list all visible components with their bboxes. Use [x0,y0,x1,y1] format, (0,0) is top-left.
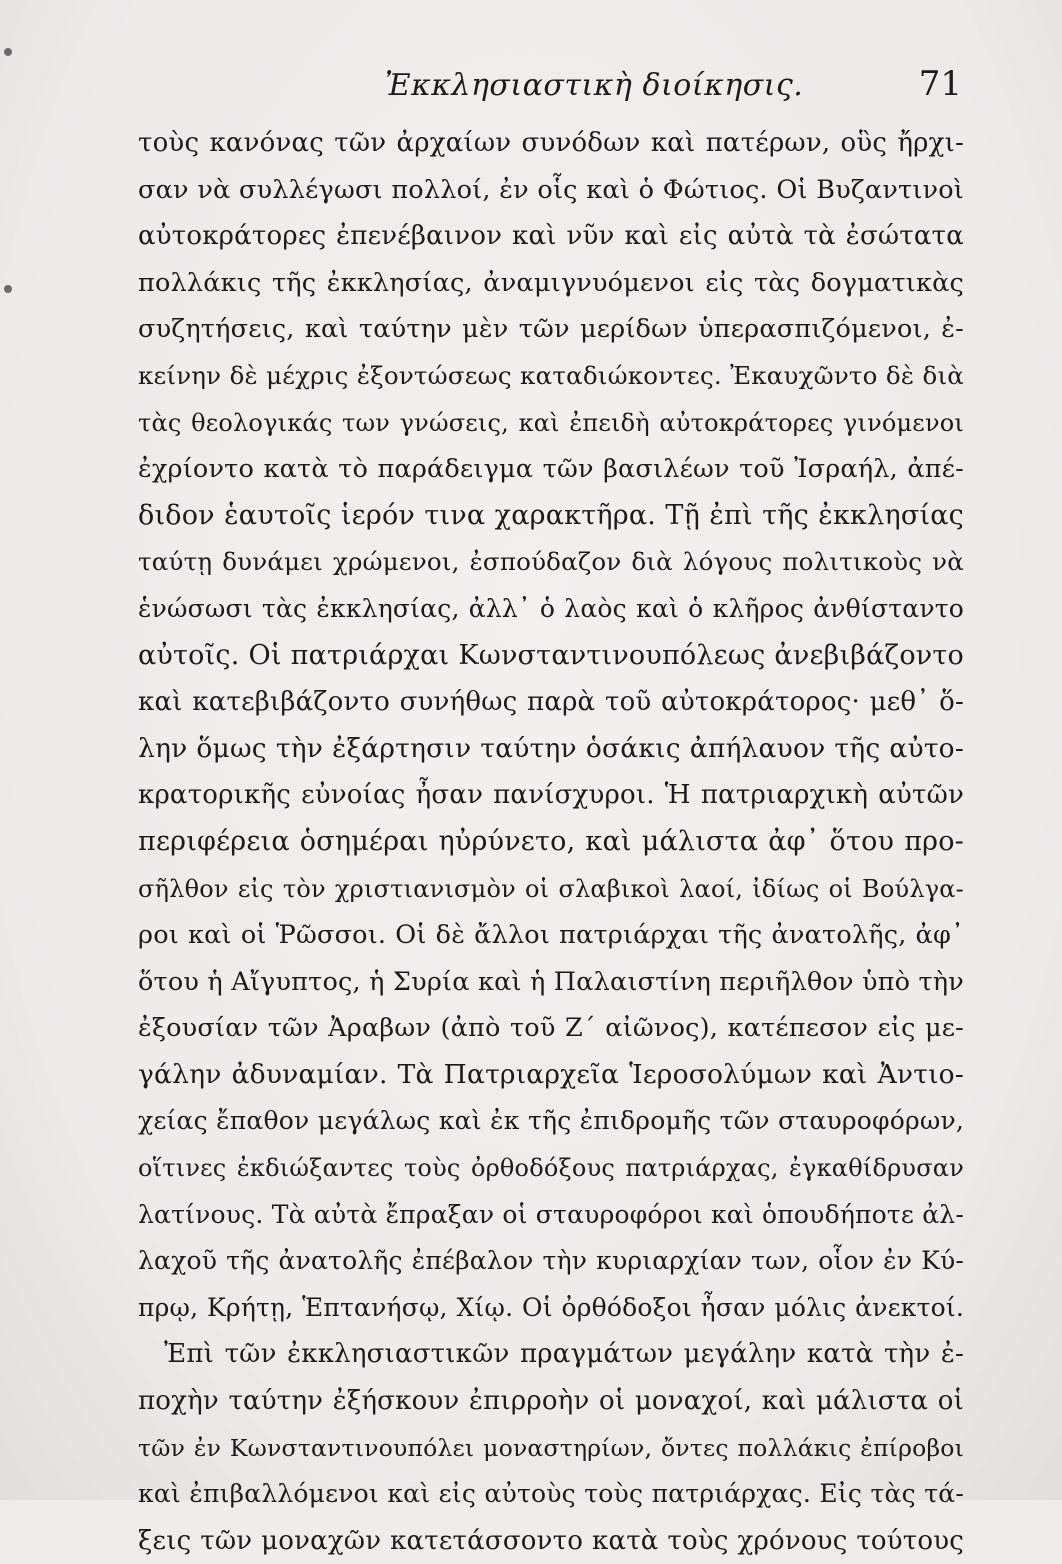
text-line: σῆλθον εἰς τὸν χριστιανισμὸν οἱ σλαβικοὶ λαοί, ἰδίως οἱ Βούλγα- [138,874,964,903]
text-line: καὶ κατεβιβάζοντο συνήθως παρὰ τοῦ αὐτοκράτορος· μεθ᾽ ὅ- [138,687,964,718]
text-line: ποχὴν ταύτην ἐξήσκουν ἐπιρροὴν οἱ μοναχοί, καὶ μάλιστα οἱ [138,1386,964,1417]
text-line: ἐχρίοντο κατὰ τὸ παράδειγμα τῶν βασιλέων τοῦ Ἰσραήλ, ἀπέ- [138,454,964,485]
text-line: αὐτοκράτορες ἐπενέβαινον καὶ νῦν καὶ εἰς αὐτὰ τὰ ἐσώτατα [138,221,964,252]
text-line: χείας ἔπαθον μεγάλως καὶ ἐκ τῆς ἐπιδρομῆς τῶν σταυροφόρων, [138,1106,964,1136]
text-line: τῶν ἐν Κωνσταντινουπόλει μοναστηρίων, ὄντες πολλάκις ἐπίροβοι [138,1433,964,1462]
text-line: κείνην δὲ μέχρις ἐξοντώσεως καταδιώκοντες. Ἐκαυχῶντο δὲ διὰ [138,360,964,390]
text-line: διδον ἑαυτοῖς ἱερόν τινα χαρακτῆρα. Τῇ ἐπὶ τῆς ἐκκλησίας [138,499,964,531]
text-line: καὶ ἐπιβαλλόμενοι καὶ εἰς αὐτοὺς τοὺς πατριάρχας. Εἰς τὰς τά- [138,1479,964,1509]
text-line: ἑνώσωσι τὰς ἐκκλησίας, ἀλλ᾽ ὁ λαὸς καὶ ὁ κλῆρος ἀνθίσταντο [138,593,964,623]
text-line: συζητήσεις, καὶ ταύτην μὲν τῶν μερίδων ὑπερασπιζόμενοι, ἐ- [138,314,964,345]
text-line: ξεις τῶν μοναχῶν κατετάσσοντο κατὰ τοὺς χρόνους τούτους [138,1525,964,1556]
text-line: ὅτου ἡ Αἴγυπτος, ἡ Συρία καὶ ἡ Παλαιστίνη περιῆλθον ὑπὸ τὴν [138,966,964,997]
text-line: ροι καὶ οἱ Ῥῶσσοι. Οἱ δὲ ἄλλοι πατριάρχαι τῆς ἀνατολῆς, ἀφ᾽ [138,920,964,951]
body-text [138,120,964,1564]
text-line: πολλάκις τῆς ἐκκλησίας, ἀναμιγνυόμενοι εἰς τὰς δογματικὰς [138,267,964,298]
text-line: σαν νὰ συλλέγωσι πολλοί, ἐν οἷς καὶ ὁ Φώτιος. Οἱ Βυζαντινοὶ [138,174,964,205]
page-header [140,64,962,108]
page-number: 71 [918,64,962,104]
text-line: τὰς θεολογικάς των γνώσεις, καὶ ἐπειδὴ αὐτοκράτορες γινόμενοι [138,408,964,437]
text-line: αὐτοῖς. Οἱ πατριάρχαι Κωνσταντινουπόλεως ἀνεβιβάζοντο [138,639,964,671]
margin-speck [4,48,12,56]
text-line: κρατορικῆς εὐνοίας ἦσαν πανίσχυροι. Ἡ πατριαρχικὴ αὐτῶν [138,780,964,811]
text-line: λαχοῦ τῆς ἀνατολῆς ἐπέβαλον τὴν κυριαρχίαν των, οἷον ἐν Κύ- [138,1246,964,1276]
text-line: περιφέρεια ὁσημέραι ηὐρύνετο, καὶ μάλιστα ἀφ᾽ ὅτου προ- [138,825,964,857]
text-line: λην ὅμως τὴν ἐξάρτησιν ταύτην ὁσάκις ἀπήλαυον τῆς αὐτο- [138,732,964,764]
paragraph-first-line: Ἐπὶ τῶν ἐκκλησιαστικῶν πραγμάτων μεγάλην κατὰ τὴν ἐ- [164,1339,964,1370]
running-title: Ἐκκλησιαστικὴ διοίκησις. [385,68,804,103]
text-line: τοὺς κανόνας τῶν ἀρχαίων συνόδων καὶ πατέρων, οὓς ἤρχι- [138,128,964,158]
text-line: οἵτινες ἐκδιώξαντες τοὺς ὀρθοδόξους πατριάρχας, ἐγκαθίδρυσαν [138,1154,964,1183]
text-line: ἐξουσίαν τῶν Ἀραβων (ἀπὸ τοῦ Ζ´ αἰῶνος), κατέπεσον εἰς με- [138,1013,964,1044]
text-line: λατίνους. Τὰ αὐτὰ ἔπραξαν οἱ σταυροφόροι καὶ ὁπουδήποτε ἀλ- [138,1199,964,1229]
text-line: ταύτῃ δυνάμει χρώμενοι, ἐσπούδαζον διὰ λόγους πολιτικοὺς νὰ [138,547,964,577]
text-line: γάλην ἀδυναμίαν. Τὰ Πατριαρχεῖα Ἱεροσολύμων καὶ Ἀντιο- [138,1058,964,1090]
text-line: πρῳ, Κρήτῃ, Ἑπτανήσῳ, Χίῳ. Οἱ ὀρθόδοξοι ἦσαν μόλις ἀνεκτοί. [138,1292,964,1322]
margin-speck [4,285,12,293]
